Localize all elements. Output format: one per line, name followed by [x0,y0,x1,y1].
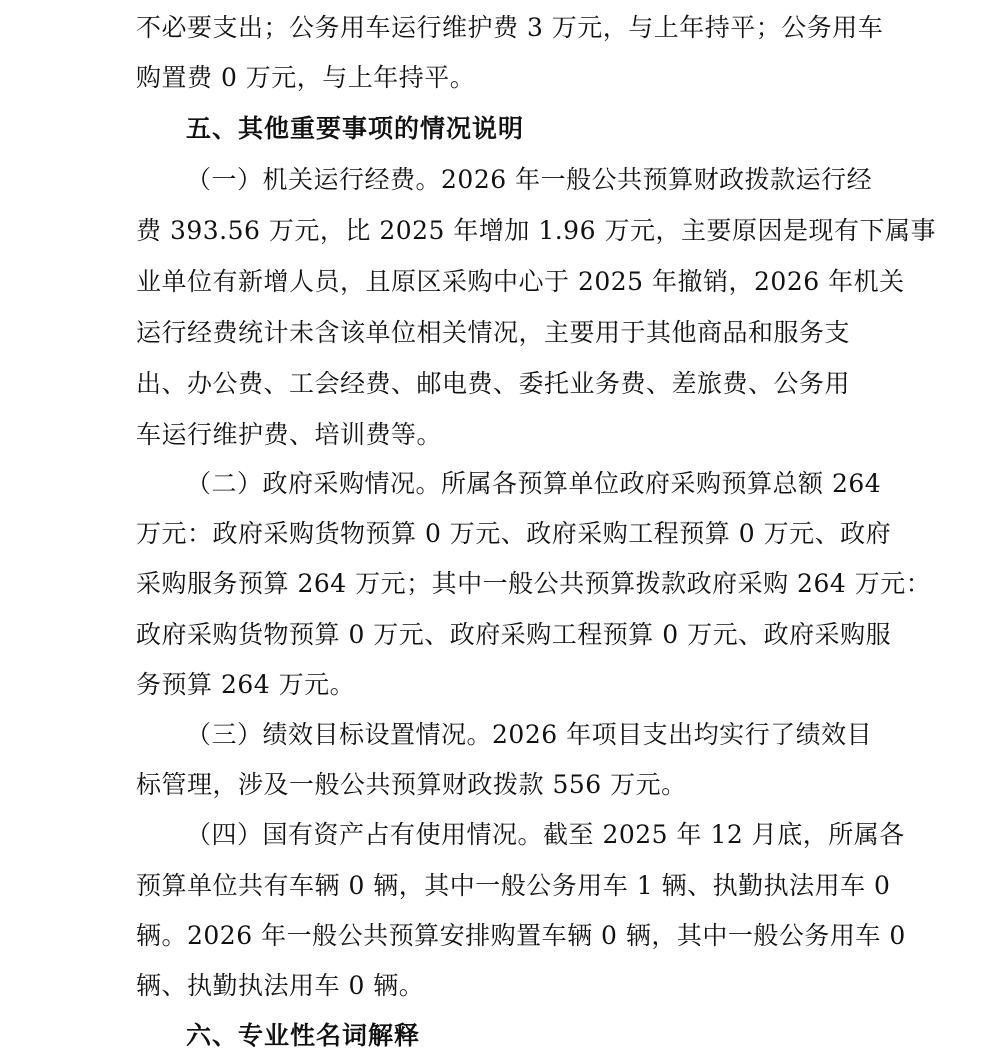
paragraph-line: 标管理，涉及一般公共预算财政拨款 556 万元。 [136,770,687,799]
paragraph-line: 辆、执勤执法用车 0 辆。 [136,971,425,1000]
paragraph-line: 预算单位共有车辆 0 辆，其中一般公务用车 1 辆、执勤执法用车 0 [136,871,891,900]
sub-heading-2: （二）政府采购情况。 [186,469,442,498]
paragraph-text: 截至 2025 年 12 月底，所属各 [543,820,905,849]
section-6-title: 六、专业性名词解释 [186,1021,421,1050]
sub-heading-3: （三）绩效目标设置情况。 [186,720,493,749]
paragraph-line: 采购服务预算 264 万元；其中一般公共预算拨款政府采购 264 万元： [136,569,932,598]
sub-heading-4: （四）国有资产占有使用情况。 [186,820,544,849]
intro-line-2: 购置费 0 万元，与上年持平。 [136,63,476,92]
paragraph-line: 政府采购货物预算 0 万元、政府采购工程预算 0 万元、政府采购服 [136,620,892,649]
paragraph-text: 2026 年项目支出均实行了绩效目 [492,720,873,749]
section-5-title: 五、其他重要事项的情况说明 [186,114,525,143]
paragraph-text: 2026 年一般公共预算财政拨款运行经 [441,165,873,194]
paragraph-line: 车运行维护费、培训费等。 [136,420,443,449]
paragraph-line [186,709,872,760]
paragraph-line [186,154,872,205]
paragraph-line: 运行经费统计未含该单位相关情况，主要用于其他商品和服务支 [136,318,851,347]
paragraph-line: 业单位有新增人员，且原区采购中心于 2025 年撤销，2026 年机关 [136,267,905,296]
sub-heading-1: （一）机关运行经费。 [186,165,442,194]
paragraph-line: 万元：政府采购货物预算 0 万元、政府采购工程预算 0 万元、政府 [136,519,892,548]
paragraph-line: 辆。2026 年一般公共预算安排购置车辆 0 辆，其中一般公务用车 0 [136,921,906,950]
paragraph-line [186,458,881,509]
paragraph-line [186,809,905,860]
paragraph-line: 务预算 264 万元。 [136,670,356,699]
paragraph-text: 所属各预算单位政府采购预算总额 264 [441,469,882,498]
intro-line-1: 不必要支出；公务用车运行维护费 3 万元，与上年持平；公务用车 [136,13,884,42]
paragraph-line: 费 393.56 万元，比 2025 年增加 1.96 万元，主要原因是现有下属事 [136,216,936,245]
paragraph-line: 出、办公费、工会经费、邮电费、委托业务费、差旅费、公务用 [136,369,851,398]
